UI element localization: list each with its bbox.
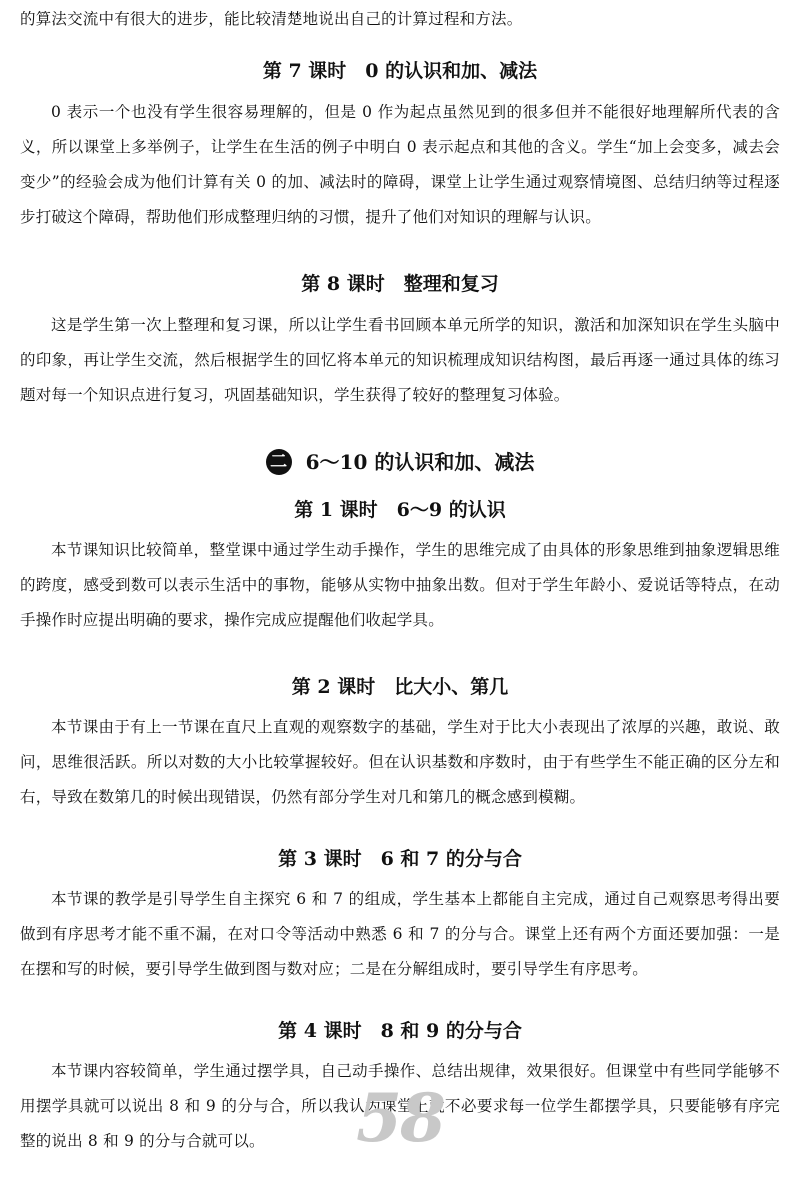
page-number: 58 bbox=[356, 1079, 444, 1157]
lesson8-title: 第 8 课时 整理和复习 bbox=[301, 273, 499, 295]
section-number-mark: 二 bbox=[266, 449, 292, 475]
section-title: 6～10 的认识和加、减法 bbox=[305, 450, 535, 474]
s-lesson3-body: 本节课的教学是引导学生自主探究 6 和 7 的组成，学生基本上都能自主完成，通过自己观察思考得出要做到有序思考才能不重不漏，在对口令等活动中熟悉 6 和 7 的分与合。课堂上还有两个方面还要加强：一是在摆和写的时候，要引导学生做到图与数对应；二是在分解组成时，要引导学生有序思考。 bbox=[20, 890, 780, 978]
intro-tail-paragraph: 的算法交流中有很大的进步，能比较清楚地说出自己的计算过程和方法。 bbox=[20, 10, 523, 28]
lesson7-title: 第 7 课时 0 的认识和加、减法 bbox=[262, 60, 538, 82]
lesson7-body: 0 表示一个也没有学生很容易理解的，但是 0 作为起点虽然见到的很多但并不能很好地理解所代表的含义，所以课堂上多举例子，让学生在生活的例子中明白 0 表示起点和其他的含义。学生“加上会变多，减去会变少”的经验会成为他们计算有关 0 的加、减法时的障碍，课堂上让学生通过观察情境图、总结归纳等过程逐步打破这个障碍，帮助他们形成整理归纳的习惯，提升了他们对知识的理解与认识。 bbox=[20, 103, 780, 226]
s-lesson4-title: 第 4 课时 8 和 9 的分与合 bbox=[278, 1020, 522, 1042]
s-lesson2-title: 第 2 课时 比大小、第几 bbox=[291, 676, 509, 698]
s-lesson1-title: 第 1 课时 6～9 的认识 bbox=[294, 499, 506, 521]
s-lesson3-title: 第 3 课时 6 和 7 的分与合 bbox=[278, 848, 522, 870]
s-lesson1-body: 本节课知识比较简单，整堂课中通过学生动手操作，学生的思维完成了由具体的形象思维到抽象逻辑思维的跨度，感受到数可以表示生活中的事物，能够从实物中抽象出数。但对于学生年龄小、爱说话等特点，在动手操作时应提出明确的要求，操作完成应提醒他们收起学具。 bbox=[20, 541, 780, 629]
s-lesson2-body: 本节课由于有上一节课在直尺上直观的观察数字的基础，学生对于比大小表现出了浓厚的兴趣，敢说、敢问，思维很活跃。所以对数的大小比较掌握较好。但在认识基数和序数时，由于有些学生不能正确的区分左和右，导致在数第几的时候出现错误，仍然有部分学生对几和第几的概念感到模糊。 bbox=[20, 718, 780, 806]
lesson8-body: 这是学生第一次上整理和复习课，所以让学生看书回顾本单元所学的知识，激活和加深知识在学生头脑中的印象，再让学生交流，然后根据学生的回忆将本单元的知识梳理成知识结构图，最后再逐一通过具体的练习题对每一个知识点进行复习，巩固基础知识，学生获得了较好的整理复习体验。 bbox=[20, 316, 780, 404]
section-heading bbox=[0, 447, 800, 477]
s-lesson4-body: 本节课内容较简单，学生通过摆学具，自己动手操作、总结出规律，效果很好。但课堂中有些同学能够不用摆学具就可以说出 8 和 9 的分与合，所以我认为课堂上就不必要求每一位学生都摆学具，只要能够有序完整的说出 8 和 9 的分与合就可以。 bbox=[20, 1062, 780, 1150]
